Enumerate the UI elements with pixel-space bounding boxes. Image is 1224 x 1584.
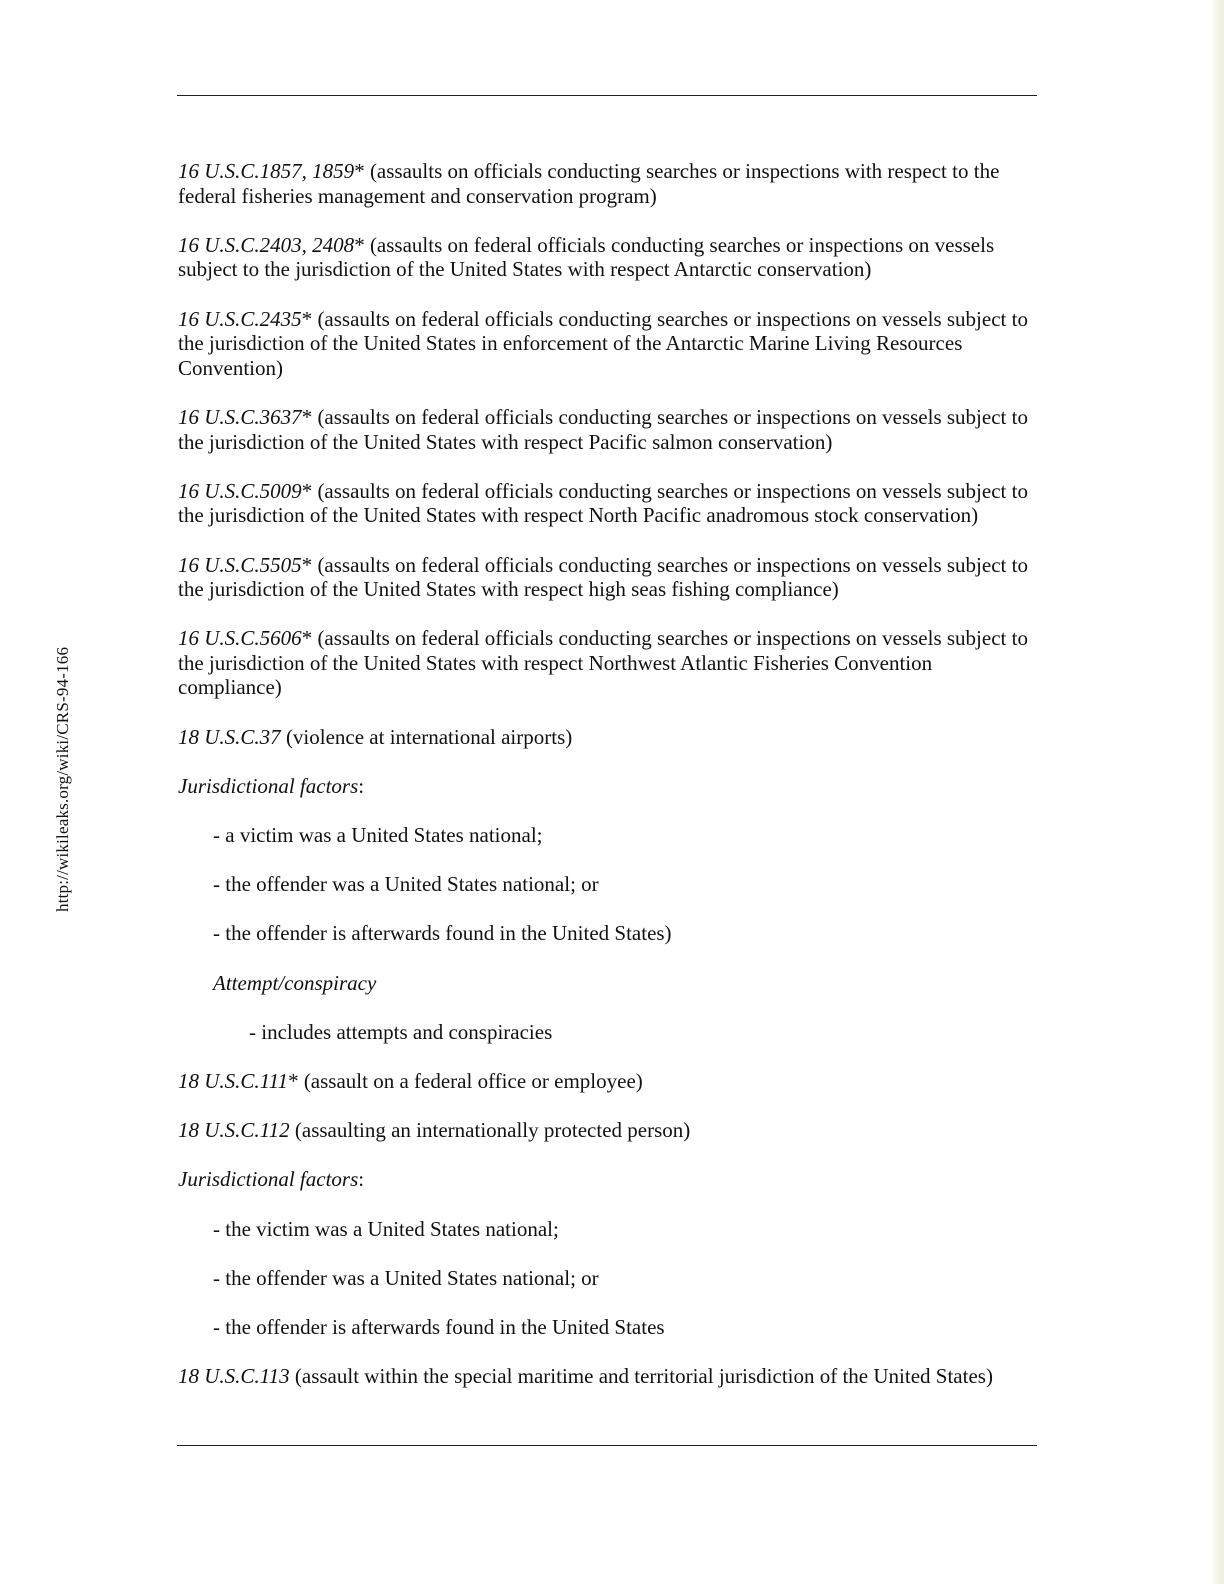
- statute-citation: 16 U.S.C.2435: [178, 306, 302, 331]
- statute-description: (assaulting an internationally protected person): [289, 1118, 691, 1143]
- jurisdiction-factor: - the victim was a United States national;: [213, 1216, 559, 1241]
- statute-citation: 16 U.S.C.2403, 2408: [178, 232, 355, 257]
- statute-entry: [178, 307, 1040, 381]
- jurisdiction-heading: [178, 1167, 1040, 1192]
- statute-citation: 16 U.S.C.5606: [178, 626, 302, 651]
- statute-citation: 18 U.S.C.111: [178, 1068, 289, 1093]
- document-body: [178, 159, 1040, 1389]
- statute-citation: 16 U.S.C.1857, 1859: [178, 159, 355, 183]
- heading-text: Jurisdictional factors: [178, 773, 359, 798]
- statute-entry: [178, 1069, 1040, 1094]
- statute-citation: 18 U.S.C.112: [178, 1118, 290, 1143]
- heading-text: Jurisdictional factors: [178, 1167, 359, 1192]
- statute-description: * (assault on a federal office or employee): [288, 1068, 643, 1093]
- statute-description: (assault within the special maritime and territorial jurisdiction of the United States): [289, 1364, 993, 1389]
- attempt-conspiracy-item: - includes attempts and conspiracies: [249, 1019, 553, 1044]
- jurisdiction-factor: - the offender is afterwards found in the United States: [213, 1314, 665, 1339]
- statute-citation: 16 U.S.C.3637: [178, 404, 302, 429]
- statute-entry: [178, 553, 1040, 602]
- statute-citation: 18 U.S.C.37: [178, 724, 281, 749]
- statute-entry: [178, 233, 1040, 282]
- statute-description: * (assaults on federal officials conducting searches or inspections on vessels subject to the jurisdiction of the United States with respect North Pacific anadromous stock conservation): [178, 478, 1028, 528]
- statute-description: * (assaults on federal officials conducting searches or inspections on vessels subject to the jurisdiction of the United States with respect Northwest Atlantic Fisheries Convention compliance): [178, 626, 1028, 700]
- footer-rule: [177, 1445, 1037, 1446]
- page-edge-shadow: [1210, 0, 1224, 1584]
- attempt-conspiracy-heading: Attempt/conspiracy: [213, 970, 377, 995]
- jurisdiction-factor: - the offender was a United States national; or: [213, 872, 599, 897]
- statute-entry: [178, 479, 1040, 528]
- side-url-watermark: http://wikileaks.org/wiki/CRS-94-166: [53, 646, 72, 912]
- statute-citation: 16 U.S.C.5505: [178, 552, 302, 577]
- heading-colon: :: [358, 773, 365, 798]
- statute-entry: [178, 1118, 1040, 1143]
- statute-description: * (assaults on federal officials conducting searches or inspections on vessels subject to the jurisdiction of the United States in enforcement of the Antarctic Marine Living Resources Convention): [178, 306, 1028, 380]
- statute-description: * (assaults on federal officials conducting searches or inspections on vessels subject to the jurisdiction of the United States with respect Pacific salmon conservation): [178, 404, 1028, 454]
- statute-description: * (assaults on officials conducting searches or inspections with respect to the federal fisheries management and conservation program): [178, 159, 1000, 208]
- statute-entry: [178, 405, 1040, 454]
- statute-description: * (assaults on federal officials conducting searches or inspections on vessels subject to the jurisdiction of the United States with respect high seas fishing compliance): [178, 552, 1028, 602]
- statute-citation: 16 U.S.C.5009: [178, 478, 302, 503]
- jurisdiction-factor: - a victim was a United States national;: [213, 823, 543, 848]
- statute-entry: [178, 159, 1040, 208]
- jurisdiction-factor: - the offender is afterwards found in the United States): [213, 921, 672, 946]
- statute-description: (violence at international airports): [280, 724, 573, 749]
- heading-colon: :: [358, 1167, 365, 1192]
- statute-description: * (assaults on federal officials conducting searches or inspections on vessels subject to the jurisdiction of the United States with respect Antarctic conservation): [178, 232, 995, 282]
- header-rule: [177, 95, 1037, 96]
- statute-entry: [178, 626, 1040, 700]
- statute-entry: [178, 1364, 1040, 1389]
- statute-citation: 18 U.S.C.113: [178, 1364, 290, 1389]
- jurisdiction-heading: [178, 774, 1040, 799]
- statute-entry: [178, 725, 1040, 750]
- jurisdiction-factor: - the offender was a United States national; or: [213, 1265, 599, 1290]
